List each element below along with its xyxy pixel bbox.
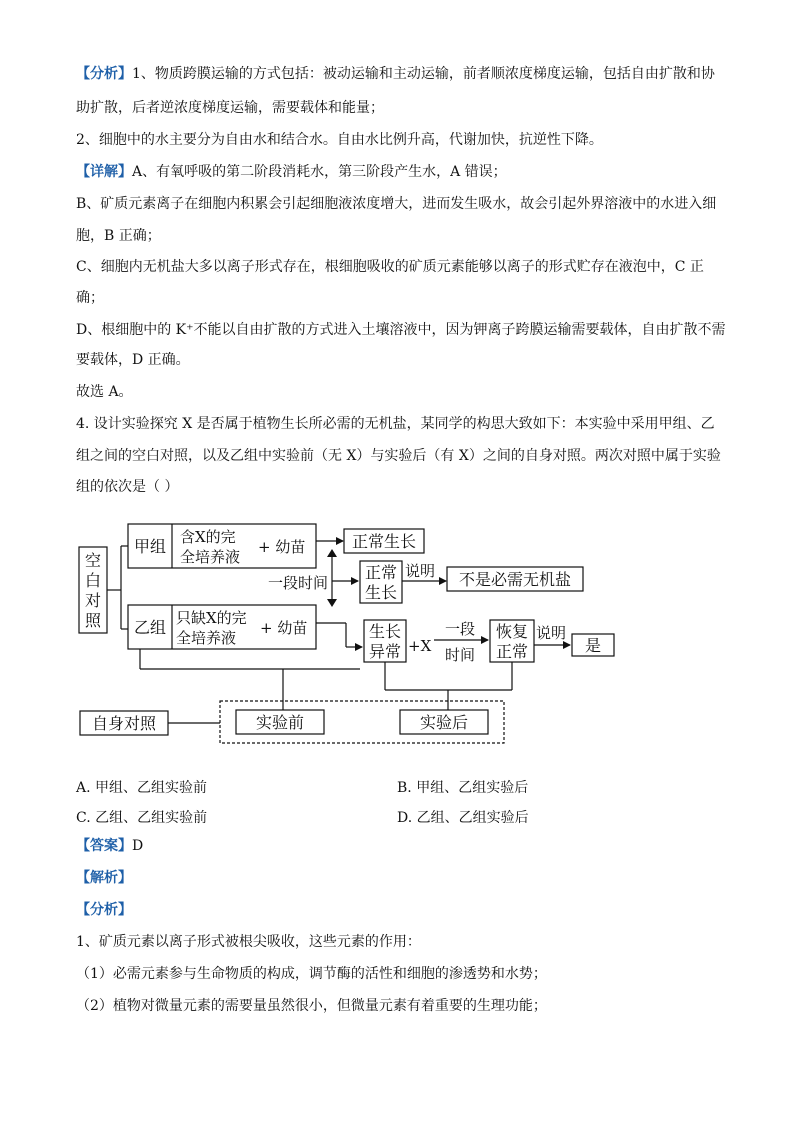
option-b: B. 甲组、乙组实验后 — [397, 780, 529, 796]
normal-growth-stacked-2: 生长 — [364, 583, 398, 602]
blank-control-char-3: 对 — [84, 591, 102, 610]
question4-line-3: 组的依次是（ ） — [76, 479, 179, 495]
analysis-tag: 【分析】 — [76, 66, 132, 82]
one-period-2: 时间 — [444, 646, 476, 664]
plus-seedling-jia: + 幼苗 — [258, 538, 306, 556]
blank-control-char-4: 照 — [84, 611, 102, 630]
question4-line-2: 组之间的空白对照，以及乙组中实验前（无 X）与实验后（有 X）之间的自身对照。两次对照中属于实验 — [76, 448, 721, 464]
detail-line-b2: 胞，B 正确； — [76, 228, 161, 244]
explanation-line — [76, 868, 132, 888]
yes-label: 是 — [584, 636, 602, 655]
analysis2-line-1: 1、矿质元素以离子形式被根尖吸收，这些元素的作用： — [76, 934, 421, 950]
analysis-line-2: 助扩散，后者逆浓度梯度运输，需要载体和能量； — [76, 100, 384, 116]
option-c: C. 乙组、乙组实验前 — [76, 810, 208, 826]
not-essential-label: 不是必需无机盐 — [458, 570, 572, 589]
option-a: A. 甲组、乙组实验前 — [76, 780, 208, 796]
answer-line — [76, 836, 143, 856]
detail-tag: 【详解】 — [76, 164, 132, 180]
question4-line-1: 4. 设计实验探究 X 是否属于植物生长所必需的无机盐，某同学的构思大致如下：本实验中采用甲组、乙 — [76, 416, 715, 432]
answer-value: D — [132, 838, 144, 854]
detail-conclusion: 故选 A。 — [76, 384, 133, 400]
detail-line-d1: D、根细胞中的 K⁺不能以自由扩散的方式进入土壤溶液中，因为钾离子跨膜运输需要载体，自由扩散不需 — [76, 322, 726, 338]
detail-text-a: A、有氧呼吸的第二阶段消耗水，第三阶段产生水，A 错误； — [132, 164, 507, 180]
analysis2-line-2: （1）必需元素参与生命物质的构成，调节酶的活性和细胞的渗透势和水势； — [76, 966, 547, 982]
shows-label-2: 说明 — [536, 624, 567, 642]
plus-seedling-yi: + 幼苗 — [260, 619, 308, 637]
recovered-normal-1: 恢复 — [495, 622, 529, 641]
blank-control-char-2: 白 — [84, 571, 102, 590]
detail-line-c1: C、细胞内无机盐大多以离子形式存在，根细胞吸收的矿质元素能够以离子的形式贮存在液泡中，C 正 — [76, 259, 704, 275]
shows-label-1: 说明 — [405, 562, 436, 580]
analysis-text-1: 1、物质跨膜运输的方式包括：被动运输和主动运输，前者顺浓度梯度运输，包括自由扩散和协 — [132, 66, 715, 82]
period-of-time-label: 一段时间 — [268, 574, 329, 592]
after-experiment-label: 实验后 — [419, 713, 469, 732]
abnormal-growth-1: 生长 — [368, 622, 402, 641]
detail-line-b1: B、矿质元素离子在细胞内积累会引起细胞液浓度增大，进而发生吸水，故会引起外界溶液中的水进入细 — [76, 196, 717, 212]
analysis2-tag: 【分析】 — [76, 902, 132, 918]
before-experiment-label: 实验前 — [255, 713, 305, 732]
normal-growth-stacked-1: 正常 — [364, 563, 398, 582]
group-yi-label: 乙组 — [133, 618, 167, 637]
abnormal-growth-2: 异常 — [368, 642, 402, 661]
recovered-normal-2: 正常 — [495, 642, 529, 661]
option-d: D. 乙组、乙组实验后 — [397, 810, 529, 826]
detail-line-d2: 要载体，D 正确。 — [76, 352, 190, 368]
analysis2-line — [76, 900, 132, 920]
blank-control-char-1: 空 — [84, 551, 102, 570]
plus-x-label: +X — [408, 637, 432, 655]
medium-jia-line-2: 全培养液 — [180, 548, 241, 566]
medium-yi-line-1: 只缺X的完 — [176, 609, 247, 627]
normal-growth-label: 正常生长 — [351, 532, 417, 551]
self-control-label: 自身对照 — [91, 714, 157, 733]
group-jia-label: 甲组 — [133, 537, 167, 556]
medium-jia-line-1: 含X的完 — [180, 528, 236, 546]
detail-line-c2: 确； — [76, 290, 104, 306]
analysis-line-3: 2、细胞中的水主要分为自由水和结合水。自由水比例升高，代谢加快，抗逆性下降。 — [76, 132, 603, 148]
answer-tag: 【答案】 — [76, 838, 132, 854]
one-period-1: 一段 — [444, 620, 476, 638]
medium-yi-line-2: 全培养液 — [176, 629, 237, 647]
analysis2-line-3: （2）植物对微量元素的需要量虽然很小，但微量元素有着重要的生理功能； — [76, 998, 547, 1014]
explanation-tag: 【解析】 — [76, 870, 132, 886]
